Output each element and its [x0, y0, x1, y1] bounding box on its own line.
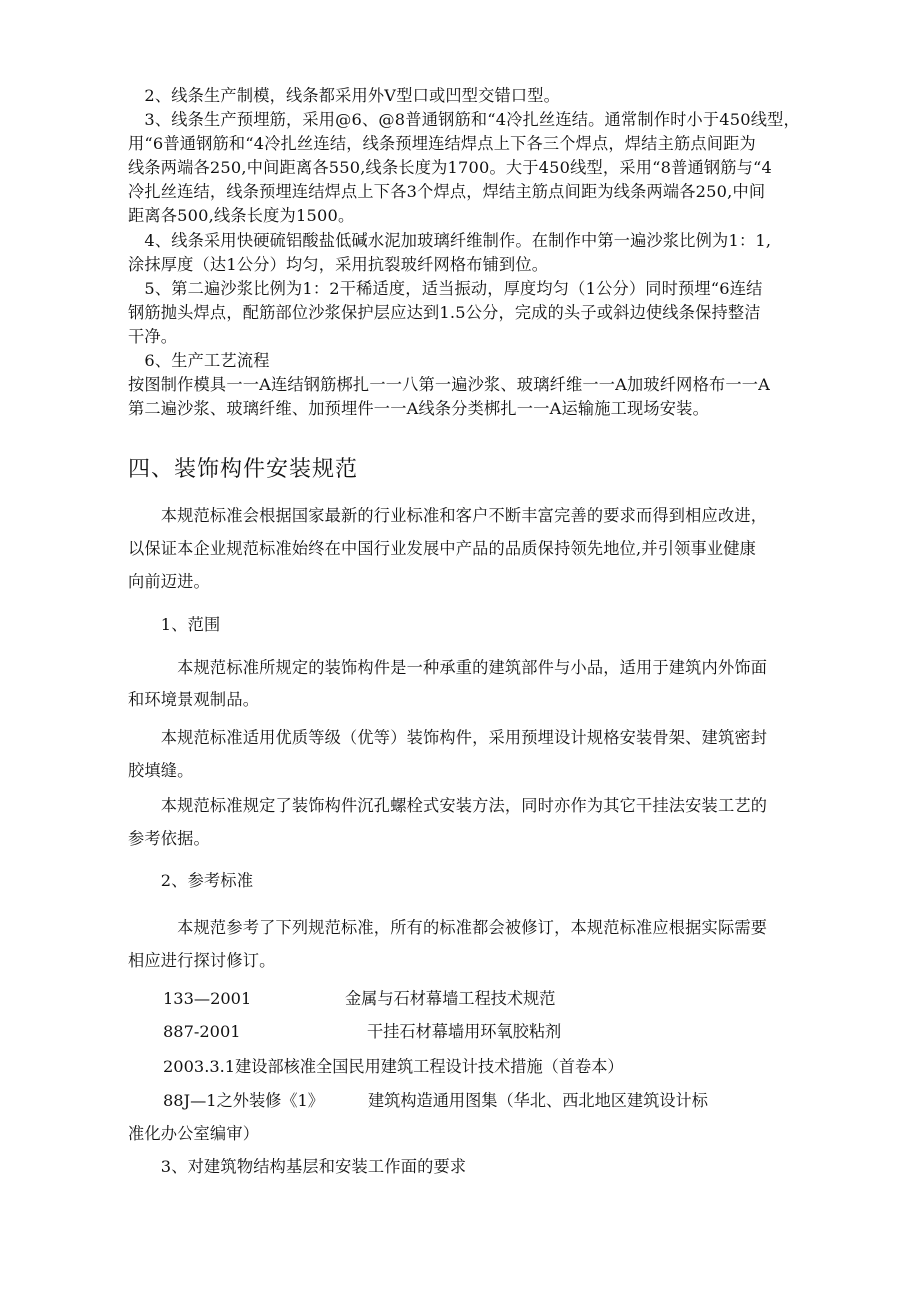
paragraph-line: 距离各500,线条长度为1500。 — [128, 206, 355, 225]
paragraph-line: 本规范标准所规定的装饰构件是一种承重的建筑部件与小品，适用于建筑内外饰面 — [128, 658, 768, 677]
subsection-heading: 1、范围 — [128, 615, 221, 634]
paragraph-line: 4、线条采用快硬硫铝酸盐低碱水泥加玻璃纤维制作。在制作中第一遍沙浆比例为1：1, — [128, 231, 772, 250]
reference-title: 金属与石材幕墙工程技术规范 — [345, 989, 556, 1008]
paragraph-line: 本规范标准会根据国家最新的行业标准和客户不断丰富完善的要求而得到相应改进， — [128, 506, 768, 525]
section-heading: 四、装饰构件安装规范 — [128, 457, 359, 482]
paragraph-line: 5、第二遍沙浆比例为1：2干稀适度，适当振动，厚度均匀（1公分）同时预埋“6连结 — [128, 279, 763, 298]
paragraph-line: 线条两端各250,中间距离各550,线条长度为1700。大于450线型，采用“8普通钢筋与“4 — [128, 158, 772, 177]
reference-line: 2003.3.1建设部核准全国民用建筑工程设计技术措施（首卷本） — [163, 1057, 624, 1076]
paragraph-line: 6、生产工艺流程 — [128, 351, 270, 370]
paragraph-line: 3、线条生产预埋筋，采用@6、@8普通钢筋和“4冷扎丝连结。通常制作时小于450线型， — [128, 110, 800, 129]
paragraph-line: 干净。 — [128, 327, 178, 346]
paragraph-line: 钢筋抛头焊点，配筋部位沙浆保护层应达到1.5公分，完成的头子或斜边使线条保持整洁 — [128, 303, 761, 322]
paragraph-line: 准化办公室编审） — [128, 1124, 260, 1143]
reference-title: 建筑构造通用图集（华北、西北地区建筑设计标 — [368, 1091, 708, 1110]
paragraph-line: 以保证本企业规范标准始终在中国行业发展中产品的品质保持领先地位,并引领事业健康 — [128, 539, 757, 558]
paragraph-line: 参考依据。 — [128, 829, 210, 848]
paragraph-line: 向前迈进。 — [128, 572, 210, 591]
reference-code: 88J—1之外装修《1》 — [163, 1091, 324, 1110]
subsection-heading: 2、参考标准 — [128, 871, 254, 890]
paragraph-line: 相应进行探讨修订。 — [128, 951, 276, 970]
paragraph-line: 胶填缝。 — [128, 761, 194, 780]
paragraph-line: 涂抹厚度（达1公分）均匀，采用抗裂玻纤网格布铺到位。 — [128, 255, 549, 274]
paragraph-line: 冷扎丝连结，线条预埋连结焊点上下各3个焊点，焊结主筋点间距为线条两端各250,中间 — [128, 182, 766, 201]
reference-code: 887-2001 — [163, 1022, 241, 1041]
reference-code: 133—2001 — [163, 989, 252, 1008]
paragraph-line: 2、线条生产制模，线条都采用外V型口或凹型交错口型。 — [128, 86, 561, 105]
paragraph-line: 按图制作模具一一A连结钢筋梆扎一一八第一遍沙浆、玻璃纤维一一A加玻纤网格布一一A — [128, 375, 771, 394]
paragraph-line: 用“6普通钢筋和“4冷扎丝连结，线条预埋连结焊点上下各三个焊点，焊结主筋点间距为 — [128, 134, 756, 153]
paragraph-line: 和环境景观制品。 — [128, 690, 260, 709]
paragraph-line: 本规范参考了下列规范标准，所有的标准都会被修订，本规范标准应根据实际需要 — [128, 918, 768, 937]
subsection-heading: 3、对建筑物结构基层和安装工作面的要求 — [128, 1157, 467, 1176]
paragraph-line: 本规范标准适用优质等级（优等）装饰构件，采用预埋设计规格安装骨架、建筑密封 — [128, 728, 768, 747]
paragraph-line: 本规范标准规定了装饰构件沉孔螺栓式安装方法，同时亦作为其它干挂法安装工艺的 — [128, 796, 768, 815]
paragraph-line: 第二遍沙浆、玻璃纤维、加预埋件一一A线条分类梆扎一一A运输施工现场安装。 — [128, 399, 709, 418]
reference-title: 干挂石材幕墙用环氧胶粘剂 — [367, 1022, 562, 1041]
